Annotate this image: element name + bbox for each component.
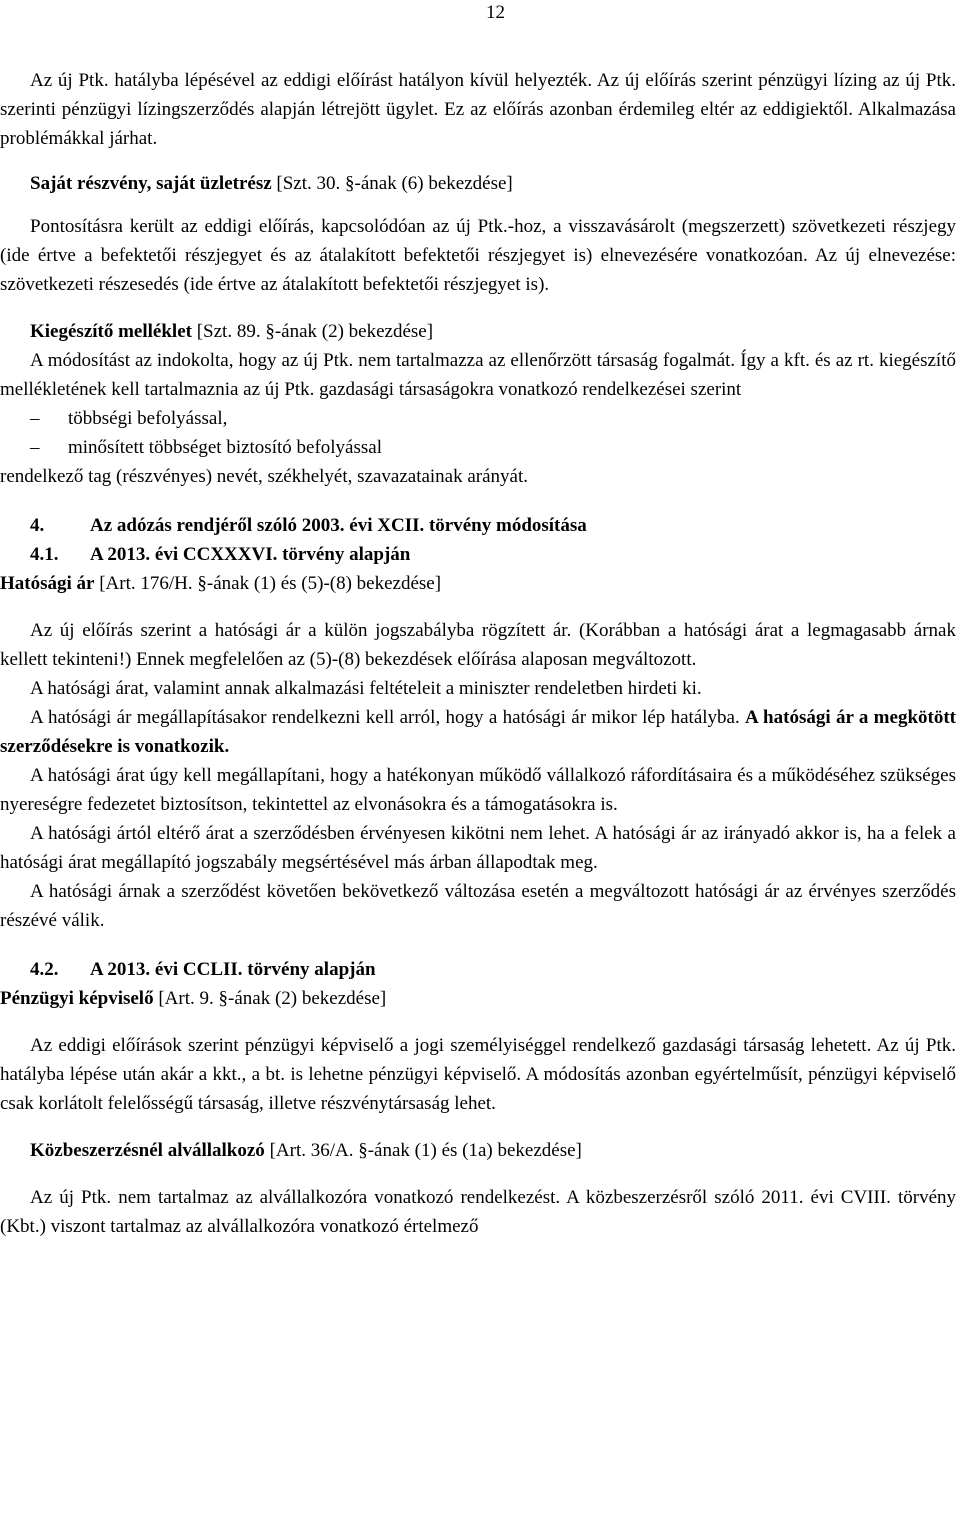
paragraph-penzugyi-kepviselo: Az eddigi előírások szerint pénzügyi képviselő a jogi személyiséggel rendelkező gazdasági társaság lehetett. Az új Ptk. hatályba lépése után akár a kkt., a bt. is lehetne pénzügyi képviselő. A módosítás azonban egyértelműsít, pénzügyi képviselő csak korlátolt felelősségű társaság, illetve részvénytársaság lehet.: [0, 1035, 956, 1114]
section-title: Hatósági ár: [0, 573, 95, 594]
list-item: [0, 433, 956, 462]
paragraph-text: A hatósági ár megállapításakor rendelkezni kell arról, hogy a hatósági ár mikor lép hatályba.: [30, 707, 746, 728]
section-heading-penzugyi-kepviselo: [0, 984, 956, 1013]
section-heading-sajat-reszveny: [0, 169, 956, 198]
paragraph-valtozas: A hatósági árnak a szerződést követően bekövetkező változása esetén a megváltozott hatósági ár az érvényes szerződés részévé válik.: [0, 881, 956, 931]
document-page: [0, 66, 956, 1241]
chapter-heading-4: [0, 511, 956, 540]
paragraph-miniszter-rendelet: A hatósági árat, valamint annak alkalmazási feltételeit a miniszter rendeletben hirdeti ki.: [30, 678, 702, 699]
subchapter-title: A 2013. évi CCLII. törvény alapján: [90, 959, 376, 980]
paragraph-alvallalkozo: Az új Ptk. nem tartalmaz az alvállalkozóra vonatkozó rendelkezést. A közbeszerzésről szóló 2011. évi CVIII. törvény (Kbt.) viszont tartalmaz az alvállalkozóra vonatkozó értelmező: [0, 1187, 956, 1237]
chapter-title: Az adózás rendjéről szóló 2003. évi XCII. törvény módosítása: [90, 515, 587, 536]
section-title: Pénzügyi képviselő: [0, 988, 154, 1009]
paragraph-hatosagi-ar-definicio: Az új előírás szerint a hatósági ár a külön jogszabályba rögzített ár. (Korábban a hatósági árat a legmagasabb árnak kellett tekinteni!) Ennek megfelelően az (5)-(8) bekezdések előírása alaposan megváltozott.: [0, 620, 956, 670]
subchapter-number: 4.2.: [30, 959, 59, 980]
subchapter-heading-4-1: [0, 540, 956, 569]
paragraph-szovetkezeti-reszjegy: Pontosításra került az eddigi előírás, kapcsolódóan az új Ptk.-hoz, a visszavásárolt (megszerzett) szövetkezeti részjegy (ide értve a befektetői részjegyet és az átalakított befektetői részjegyet is) elnevezésére vonatkozóan. Az új elnevezése: szövetkezeti részesedés (ide értve az átalakított befektetői részjegyet is).: [0, 216, 956, 295]
paragraph-ptk-lizing: Az új Ptk. hatályba lépésével az eddigi előírást hatályon kívül helyezték. Az új előírás szerint pénzügyi lízing az új Ptk. szerinti pénzügyi lízingszerződés alapján létrejött ügylet. Ez az előírás azonban érdemileg eltér az eddigiektől. Alkalmazása problémákkal járhat.: [0, 70, 956, 149]
paragraph-ellenorzott-tarsasag: A módosítást az indokolta, hogy az új Ptk. nem tartalmazza az ellenőrzött társaság fogalmát. Így a kft. és az rt. kiegészítő mellékletének kell tartalmaznia az új Ptk. gazdasági társaságokra vonatkozó rendelkezései szerint: [0, 350, 956, 400]
section-reference: [Szt. 30. §-ának (6) bekezdése]: [271, 173, 513, 194]
list-item: [0, 404, 956, 433]
paragraph-rendelkezo-tag: rendelkező tag (részvényes) nevét, székhelyét, szavazatainak arányát.: [0, 466, 529, 487]
subchapter-title: A 2013. évi CCXXXVI. törvény alapján: [90, 544, 411, 565]
section-reference: [Art. 36/A. §-ának (1) és (1a) bekezdése]: [264, 1140, 582, 1161]
paragraph-megallapitas: A hatósági árat úgy kell megállapítani, hogy a hatékonyan működő vállalkozó ráfordításaira és a működéséhez szükséges nyereségre fedezetet biztosítson, tekintettel az elvonásokra és a támogatásokra is.: [0, 765, 956, 815]
emphasis-text: A hatósági ár a megkötött szerződésekre is vonatkozik.: [0, 707, 956, 757]
section-reference: [Art. 176/H. §-ának (1) és (5)-(8) bekezdése]: [94, 573, 442, 594]
page-number: 12: [486, 2, 505, 23]
dash-bullet: –: [30, 437, 40, 458]
section-title: Közbeszerzésnél alvállalkozó: [30, 1140, 265, 1161]
section-heading-hatosagi-ar: [0, 569, 956, 598]
paragraph-hatalyba-lepes: [0, 703, 956, 761]
subchapter-number: 4.1.: [30, 544, 59, 565]
list-item-text: minősített többséget biztosító befolyással: [68, 437, 382, 458]
chapter-number: 4.: [30, 515, 45, 536]
list-item-text: többségi befolyással,: [68, 408, 228, 429]
section-reference: [Szt. 89. §-ának (2) bekezdése]: [191, 321, 434, 342]
section-title: Kiegészítő melléklet: [30, 321, 192, 342]
section-title: Saját részvény, saját üzletrész: [30, 173, 272, 194]
section-reference: [Art. 9. §-ának (2) bekezdése]: [153, 988, 387, 1009]
section-heading-kozbeszerzes: [0, 1136, 956, 1165]
dash-bullet: –: [30, 408, 40, 429]
subchapter-heading-4-2: [0, 955, 956, 984]
paragraph-eltero-ar: A hatósági ártól eltérő árat a szerződésben érvényesen kikötni nem lehet. A hatósági ár az irányadó akkor is, ha a felek a hatósági árat megállapító jogszabály megsértésével más árban állapodtak meg.: [0, 823, 956, 873]
section-heading-kiegeszito-melleklet: [0, 317, 956, 346]
